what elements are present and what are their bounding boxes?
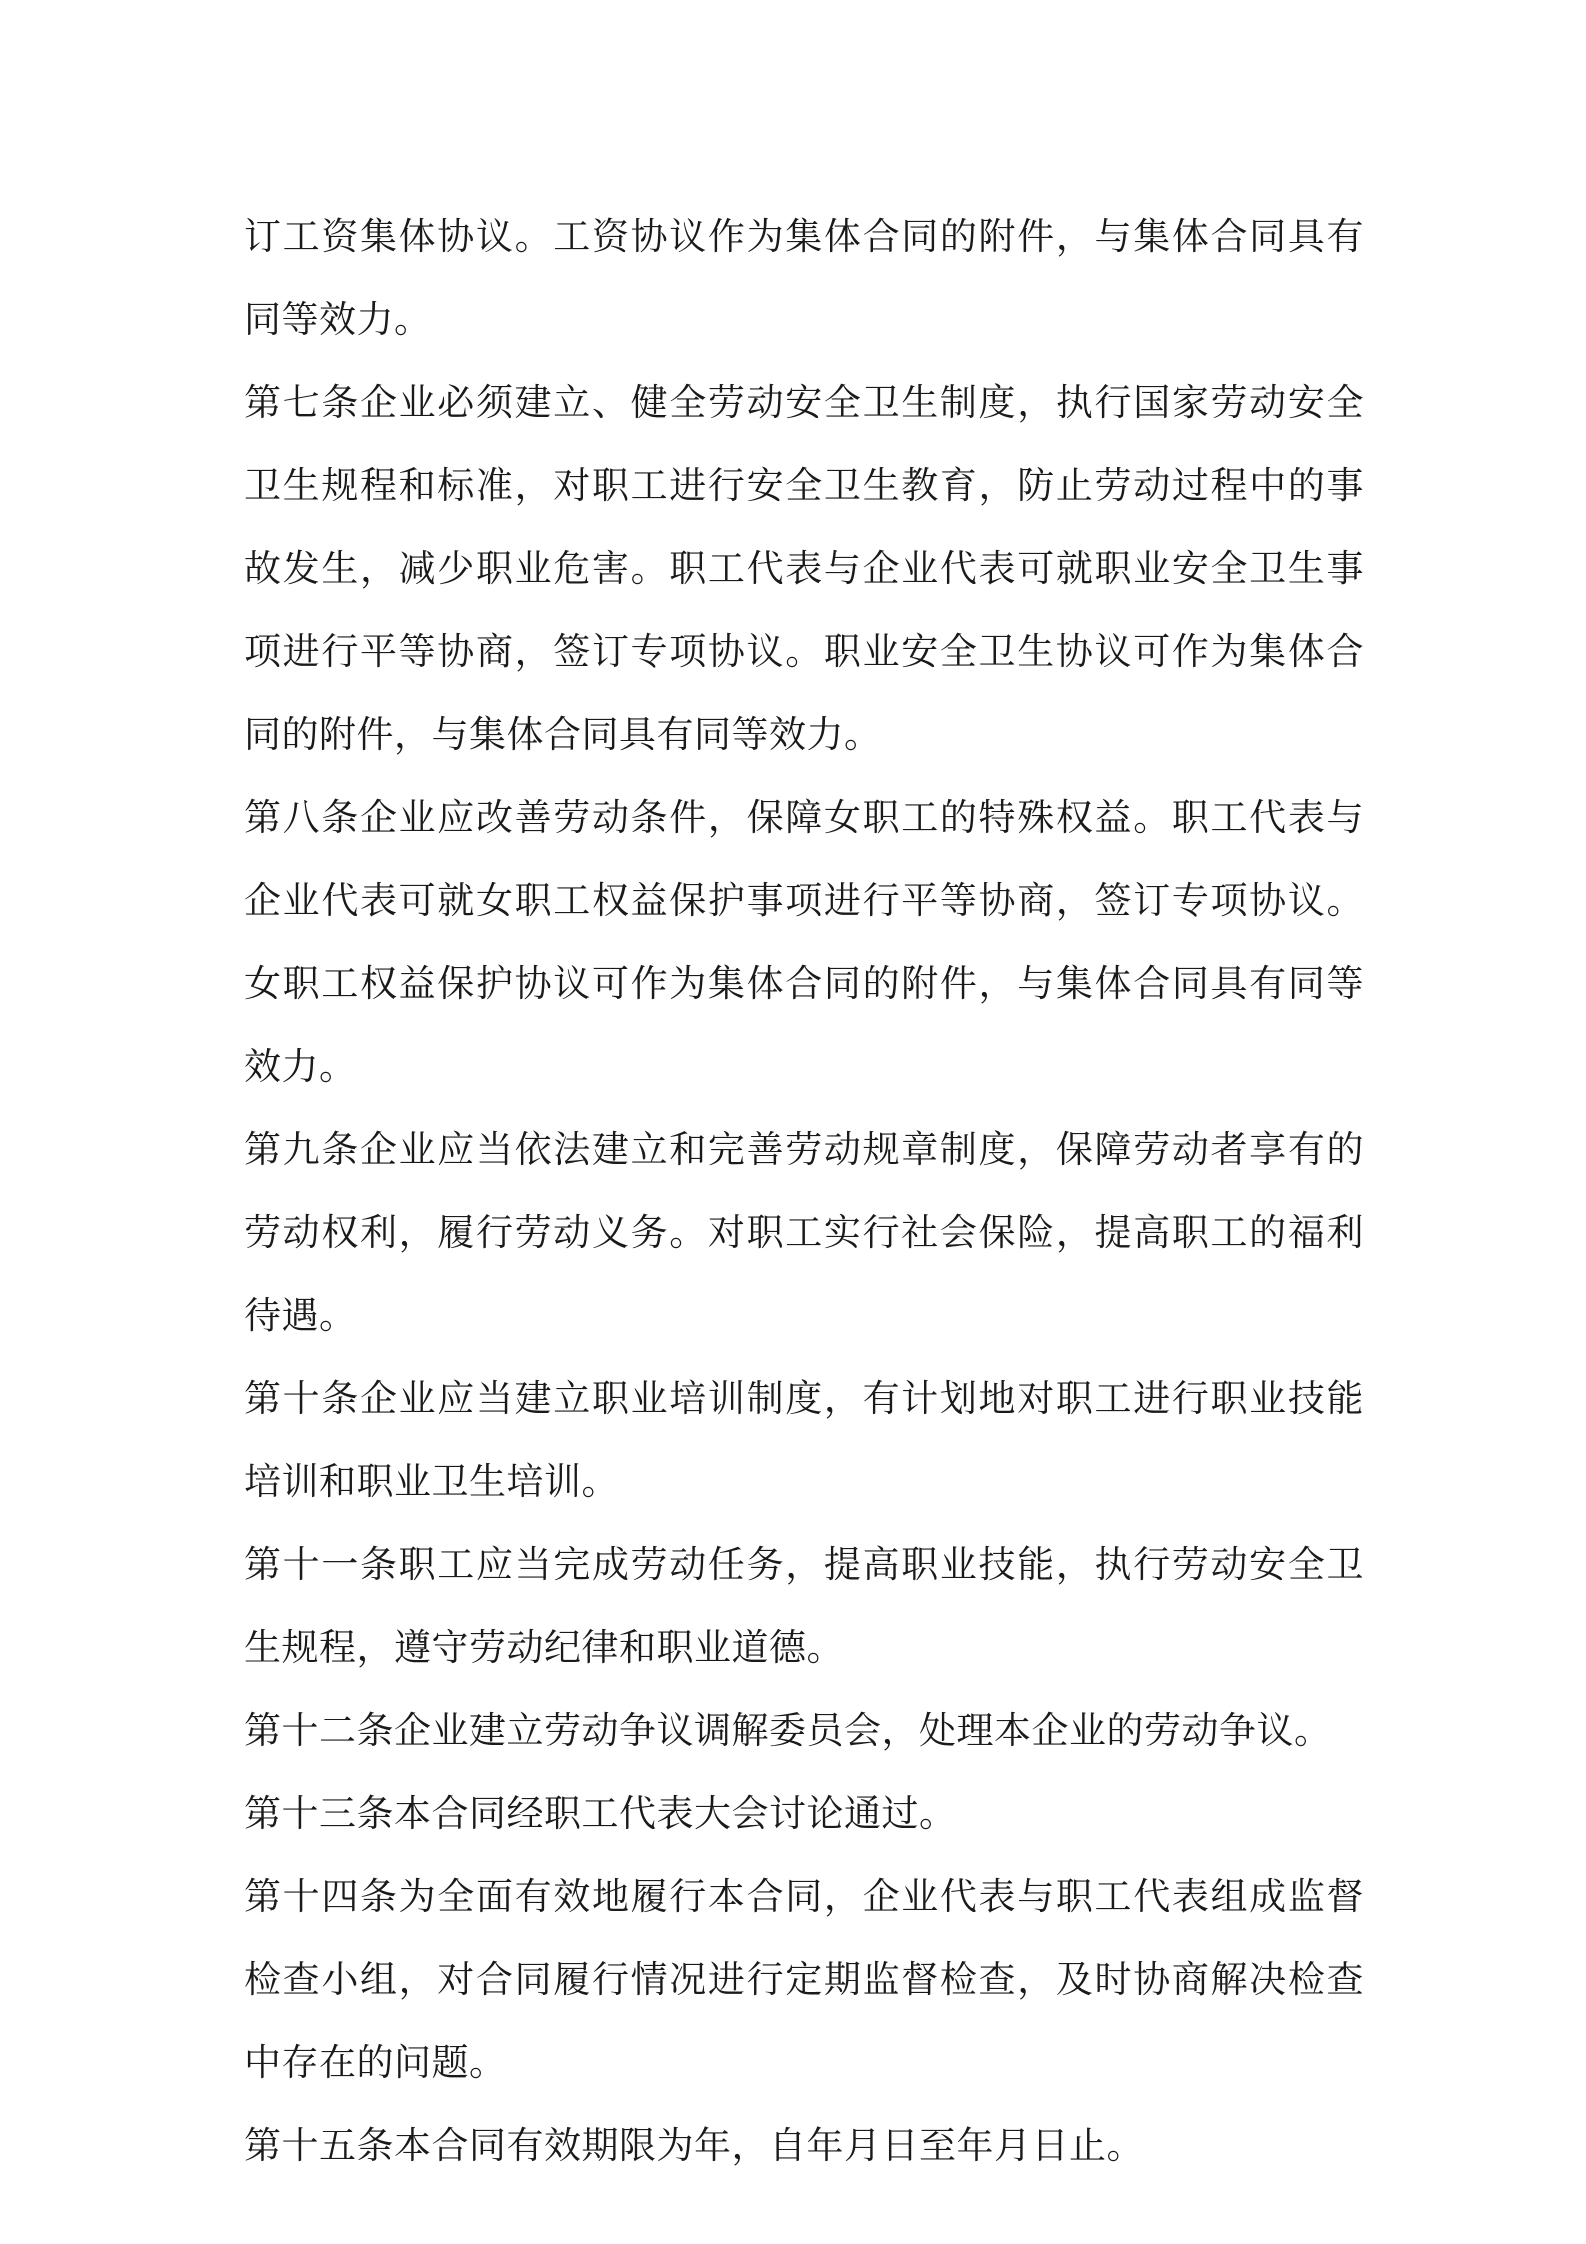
paragraph-article-14: 第十四条为全面有效地履行本合同，企业代表与职工代表组成监督检查小组，对合同履行情况进行定期监督检查，及时协商解决检查中存在的问题。 [244,1875,1364,2084]
paragraph-article-10: 第十条企业应当建立职业培训制度，有计划地对职工进行职业技能培训和职业卫生培训。 [244,1377,1364,1503]
paragraph-article-7: 第七条企业必须建立、健全劳动安全卫生制度，执行国家劳动安全卫生规程和标准，对职工进行安全卫生教育，防止劳动过程中的事故发生，减少职业危害。职工代表与企业代表可就职业安全卫生事项进行平等协商，签订专项协议。职业安全卫生协议可作为集体合同的附件，与集体合同具有同等效力。 [244,381,1364,756]
paragraph-article-12: 第十二条企业建立劳动争议调解委员会，处理本企业的劳动争议。 [244,1709,1332,1752]
paragraph-article-9: 第九条企业应当依法建立和完善劳动规章制度，保障劳动者享有的劳动权利，履行劳动义务。对职工实行社会保险，提高职工的福利待遇。 [244,1128,1364,1337]
paragraph-wage-agreement-continuation: 订工资集体协议。工资协议作为集体合同的附件，与集体合同具有同等效力。 [244,215,1364,341]
paragraph-article-13: 第十三条本合同经职工代表大会讨论通过。 [244,1792,957,1835]
paragraph-article-8: 第八条企业应改善劳动条件，保障女职工的特殊权益。职工代表与企业代表可就女职工权益保护事项进行平等协商，签订专项协议。女职工权益保护协议可作为集体合同的附件，与集体合同具有同等效力。 [244,796,1364,1088]
paragraph-article-15: 第十五条本合同有效期限为年，自年月日至年月日止。 [244,2124,1144,2167]
document-body [244,195,1364,2187]
paragraph-article-11: 第十一条职工应当完成劳动任务，提高职业技能，执行劳动安全卫生规程，遵守劳动纪律和职业道德。 [244,1543,1364,1669]
